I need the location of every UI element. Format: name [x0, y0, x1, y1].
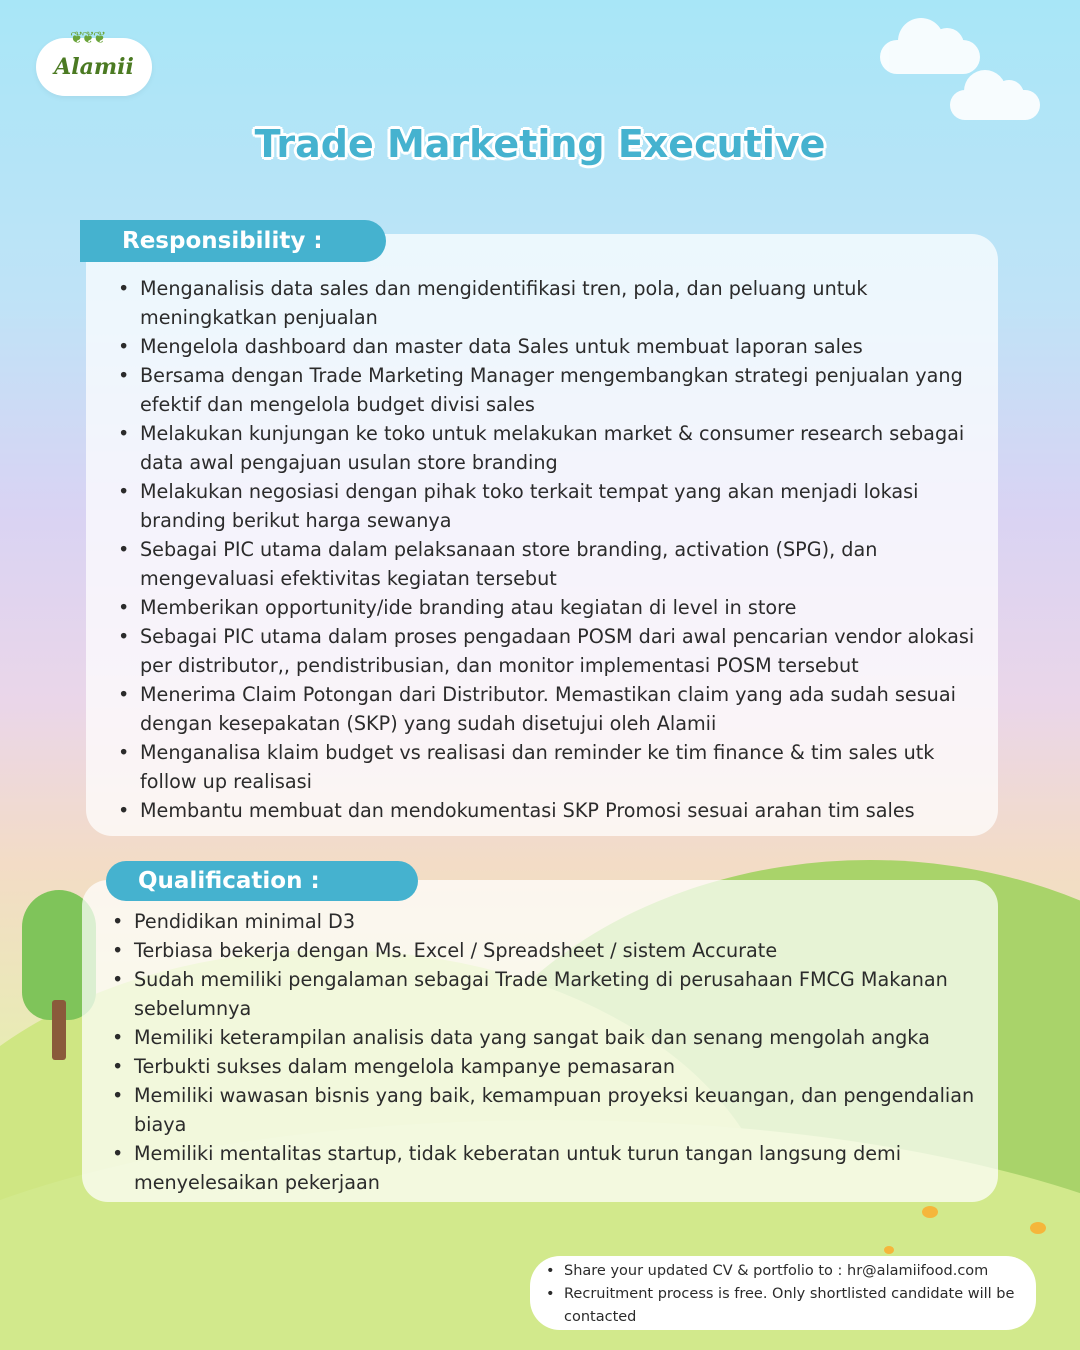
page-title: Trade Marketing Executive: [254, 122, 826, 166]
list-item: • Sebagai PIC utama dalam proses pengadaan POSM dari awal pencarian vendor alokasi per distributor,, pendistribusian, dan monitor implementasi POSM tersebut: [118, 622, 988, 680]
list-item: • Pendidikan minimal D3: [112, 907, 988, 936]
list-item: • Menerima Claim Potongan dari Distributor. Memastikan claim yang ada sudah sesuai dengan kesepakatan (SKP) yang sudah disetujui oleh Alamii: [118, 680, 988, 738]
list-item: • Mengelola dashboard dan master data Sales untuk membuat laporan sales: [118, 332, 988, 361]
list-item: • Memiliki mentalitas startup, tidak keberatan untuk turun tangan langsung demi menyelesaikan pekerjaan: [112, 1139, 988, 1197]
application-note-list: [546, 1260, 1032, 1329]
list-item: • Sudah memiliki pengalaman sebagai Trade Marketing di perusahaan FMCG Makanan sebelumnya: [112, 965, 988, 1023]
flower-decoration: [922, 1206, 938, 1218]
list-item: • Menganalisis data sales dan mengidentifikasi tren, pola, dan peluang untuk meningkatkan penjualan: [118, 274, 988, 332]
responsibility-list: [118, 274, 988, 825]
qualification-heading: Qualification :: [106, 861, 418, 901]
brand-logo-text: Alamii: [54, 54, 134, 80]
list-item: • Menganalisa klaim budget vs realisasi dan reminder ke tim finance & tim sales utk follow up realisasi: [118, 738, 988, 796]
brand-logo: [36, 28, 152, 96]
application-note: • Recruitment process is free. Only shortlisted candidate will be contacted: [546, 1283, 1032, 1329]
list-item: • Bersama dengan Trade Marketing Manager mengembangkan strategi penjualan yang efektif dan mengelola budget divisi sales: [118, 361, 988, 419]
responsibility-heading: Responsibility :: [80, 220, 386, 262]
list-item: • Melakukan kunjungan ke toko untuk melakukan market & consumer research sebagai data awal pengajuan usulan store branding: [118, 419, 988, 477]
list-item: • Membantu membuat dan mendokumentasi SKP Promosi sesuai arahan tim sales: [118, 796, 988, 825]
list-item: • Terbukti sukses dalam mengelola kampanye pemasaran: [112, 1052, 988, 1081]
cloud-decoration: [880, 40, 980, 74]
list-item: • Memberikan opportunity/ide branding atau kegiatan di level in store: [118, 593, 988, 622]
leaf-icon: ❦❦❦: [70, 28, 105, 47]
cloud-decoration: [950, 90, 1040, 120]
flower-decoration: [1030, 1222, 1046, 1234]
list-item: • Sebagai PIC utama dalam pelaksanaan store branding, activation (SPG), dan mengevaluasi efektivitas kegiatan tersebut: [118, 535, 988, 593]
list-item: • Memiliki keterampilan analisis data yang sangat baik dan senang mengolah angka: [112, 1023, 988, 1052]
application-note: • Share your updated CV & portfolio to : hr@alamiifood.com: [546, 1260, 1032, 1283]
tree-trunk: [52, 1000, 66, 1060]
list-item: • Terbiasa bekerja dengan Ms. Excel / Spreadsheet / sistem Accurate: [112, 936, 988, 965]
flower-decoration: [884, 1246, 894, 1254]
list-item: • Memiliki wawasan bisnis yang baik, kemampuan proyeksi keuangan, dan pengendalian biaya: [112, 1081, 988, 1139]
qualification-list: [112, 907, 988, 1197]
list-item: • Melakukan negosiasi dengan pihak toko terkait tempat yang akan menjadi lokasi branding berikut harga sewanya: [118, 477, 988, 535]
